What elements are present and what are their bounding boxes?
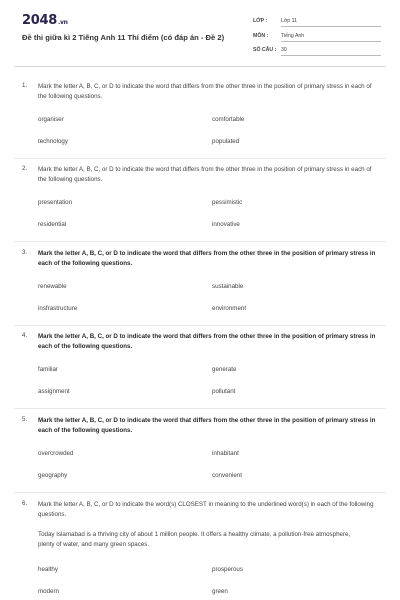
question-number: 1. [22, 82, 28, 89]
question-text: Mark the letter A, B, C, or D to indicate the word that differs from the other three in the position of primary stress in each of the following questions. [38, 250, 376, 267]
question-passage: Today Islamabad is a thriving city of about 1 million people. It offers a healthy climate, a pollution-free atmosphere, plenty of water, and many green spaces. [38, 531, 351, 548]
question-number: 2. [22, 165, 28, 172]
logo-main: 2048 [22, 13, 57, 28]
option-d[interactable]: pollutant [212, 388, 236, 395]
question-text: Mark the letter A, B, C, or D to indicate the word(s) CLOSEST in meaning to the underlined word(s) in each of the following questions. [38, 501, 374, 518]
question-divider [14, 241, 386, 242]
meta-class [253, 18, 297, 24]
option-d[interactable]: convenient [212, 472, 242, 479]
option-d[interactable]: environment [212, 305, 247, 312]
option-c[interactable]: assignment [38, 388, 70, 395]
option-c[interactable]: geography [38, 472, 68, 479]
option-a[interactable]: healthy [38, 566, 58, 573]
question-divider [14, 492, 386, 493]
option-d[interactable]: green [212, 588, 228, 595]
meta-underline [281, 55, 381, 56]
option-b[interactable]: sustainable [212, 283, 244, 290]
question-text: Mark the letter A, B, C, or D to indicate the word that differs from the other three in the position of primary stress in each of the following questions. [38, 166, 372, 183]
meta-count-value: 30 [281, 47, 287, 53]
exam-title: Đề thi giữa kì 2 Tiếng Anh 11 Thí điểm (có đáp án - Đề 2) [22, 33, 225, 42]
question-text: Mark the letter A, B, C, or D to indicate the word that differs from the other three in the position of primary stress in each of the following questions. [38, 83, 372, 100]
meta-underline [281, 26, 381, 27]
question-number: 5. [22, 416, 28, 423]
option-c[interactable]: insfrastructure [38, 305, 78, 312]
question-text: Mark the letter A, B, C, or D to indicate the word that differs from the other three in the position of primary stress in each of the following questions. [38, 333, 376, 350]
option-d[interactable]: innovative [212, 221, 240, 228]
option-b[interactable]: pessimistic [212, 199, 243, 206]
question-number: 4. [22, 332, 28, 339]
option-d[interactable]: populated [212, 138, 240, 145]
option-b[interactable]: inhabitant [212, 450, 239, 457]
option-a[interactable]: renewable [38, 283, 67, 290]
option-c[interactable]: residential [38, 221, 67, 228]
logo-suffix: .vn [57, 19, 68, 26]
meta-count-label: SỐ CÂU : [253, 47, 277, 53]
option-a[interactable]: overcrowded [38, 450, 74, 457]
meta-class-label: LỚP : [253, 18, 268, 24]
question-divider [14, 325, 386, 326]
option-a[interactable]: organiser [38, 116, 64, 123]
meta-subject-value: Tiếng Anh [281, 33, 305, 39]
option-c[interactable]: technology [38, 138, 68, 145]
option-a[interactable]: presentation [38, 199, 73, 206]
meta-class-value: Lớp 11 [281, 18, 297, 24]
question-number: 6. [22, 500, 28, 507]
question-divider [14, 408, 386, 409]
meta-subject [253, 33, 304, 39]
question-divider [14, 158, 386, 159]
option-b[interactable]: comfortable [212, 116, 245, 123]
option-b[interactable]: generate [212, 366, 237, 373]
question-number: 3. [22, 249, 28, 256]
meta-count [253, 47, 287, 53]
option-c[interactable]: modern [38, 588, 59, 595]
meta-underline [281, 41, 381, 42]
question-text: Mark the letter A, B, C, or D to indicate the word that differs from the other three in the position of primary stress in each of the following questions. [38, 417, 376, 434]
page-header [0, 0, 400, 64]
option-a[interactable]: familiar [38, 366, 58, 373]
option-b[interactable]: prosperous [212, 566, 243, 573]
site-logo[interactable] [22, 13, 68, 28]
header-divider [14, 66, 386, 67]
meta-subject-label: MÔN : [253, 33, 269, 39]
